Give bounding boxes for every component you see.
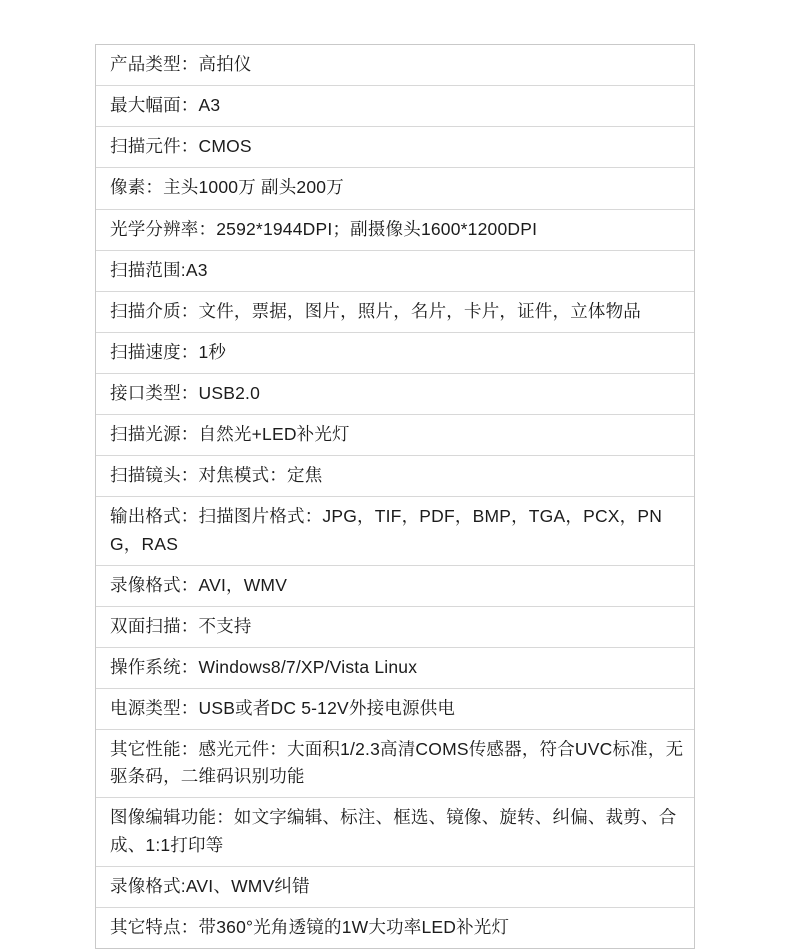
spec-row: 光学分辨率：2592*1944DPI；副摄像头1600*1200DPI (96, 210, 694, 251)
spec-row: 输出格式：扫描图片格式：JPG，TIF，PDF，BMP，TGA，PCX，PNG，RAS (96, 497, 694, 565)
spec-row: 扫描镜头：对焦模式：定焦 (96, 456, 694, 497)
spec-row: 录像格式：AVI，WMV (96, 566, 694, 607)
spec-row: 录像格式:AVI、WMV纠错 (96, 867, 694, 908)
spec-row: 扫描元件：CMOS (96, 127, 694, 168)
specification-table (95, 44, 695, 949)
spec-row: 扫描范围:A3 (96, 251, 694, 292)
spec-row: 像素：主头1000万 副头200万 (96, 168, 694, 209)
spec-row: 产品类型：高拍仪 (96, 45, 694, 86)
spec-row: 操作系统：Windows8/7/XP/Vista Linux (96, 648, 694, 689)
spec-row: 最大幅面：A3 (96, 86, 694, 127)
spec-row: 扫描速度：1秒 (96, 333, 694, 374)
spec-row: 电源类型：USB或者DC 5-12V外接电源供电 (96, 689, 694, 730)
spec-row: 双面扫描：不支持 (96, 607, 694, 648)
spec-row: 其它特点：带360°光角透镜的1W大功率LED补光灯 (96, 908, 694, 949)
spec-row: 图像编辑功能：如文字编辑、标注、框选、镜像、旋转、纠偏、裁剪、合成、1:1打印等 (96, 798, 694, 866)
spec-row: 其它性能：感光元件：大面积1/2.3高清COMS传感器，符合UVC标准，无驱条码，二维码识别功能 (96, 730, 694, 798)
spec-row: 扫描光源：自然光+LED补光灯 (96, 415, 694, 456)
spec-row: 扫描介质：文件，票据，图片，照片，名片，卡片，证件，立体物品 (96, 292, 694, 333)
spec-row: 接口类型：USB2.0 (96, 374, 694, 415)
